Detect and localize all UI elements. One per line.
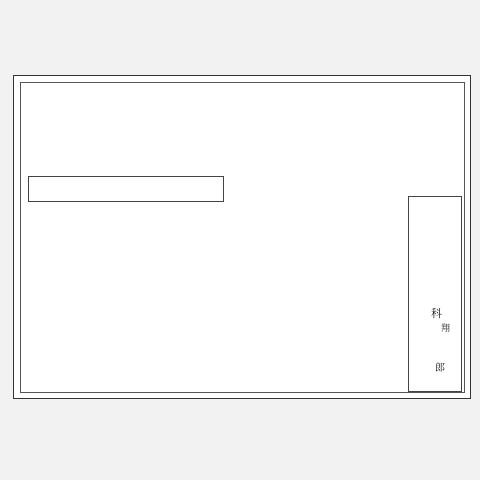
drawing-sheet [13,75,471,399]
title-block [408,196,462,392]
guide-text-box [28,176,224,202]
signature-3: 郎 [435,363,445,374]
notes-text [30,252,222,387]
signature-1: 科 [431,307,442,320]
signature-2: 翔 [441,324,451,334]
